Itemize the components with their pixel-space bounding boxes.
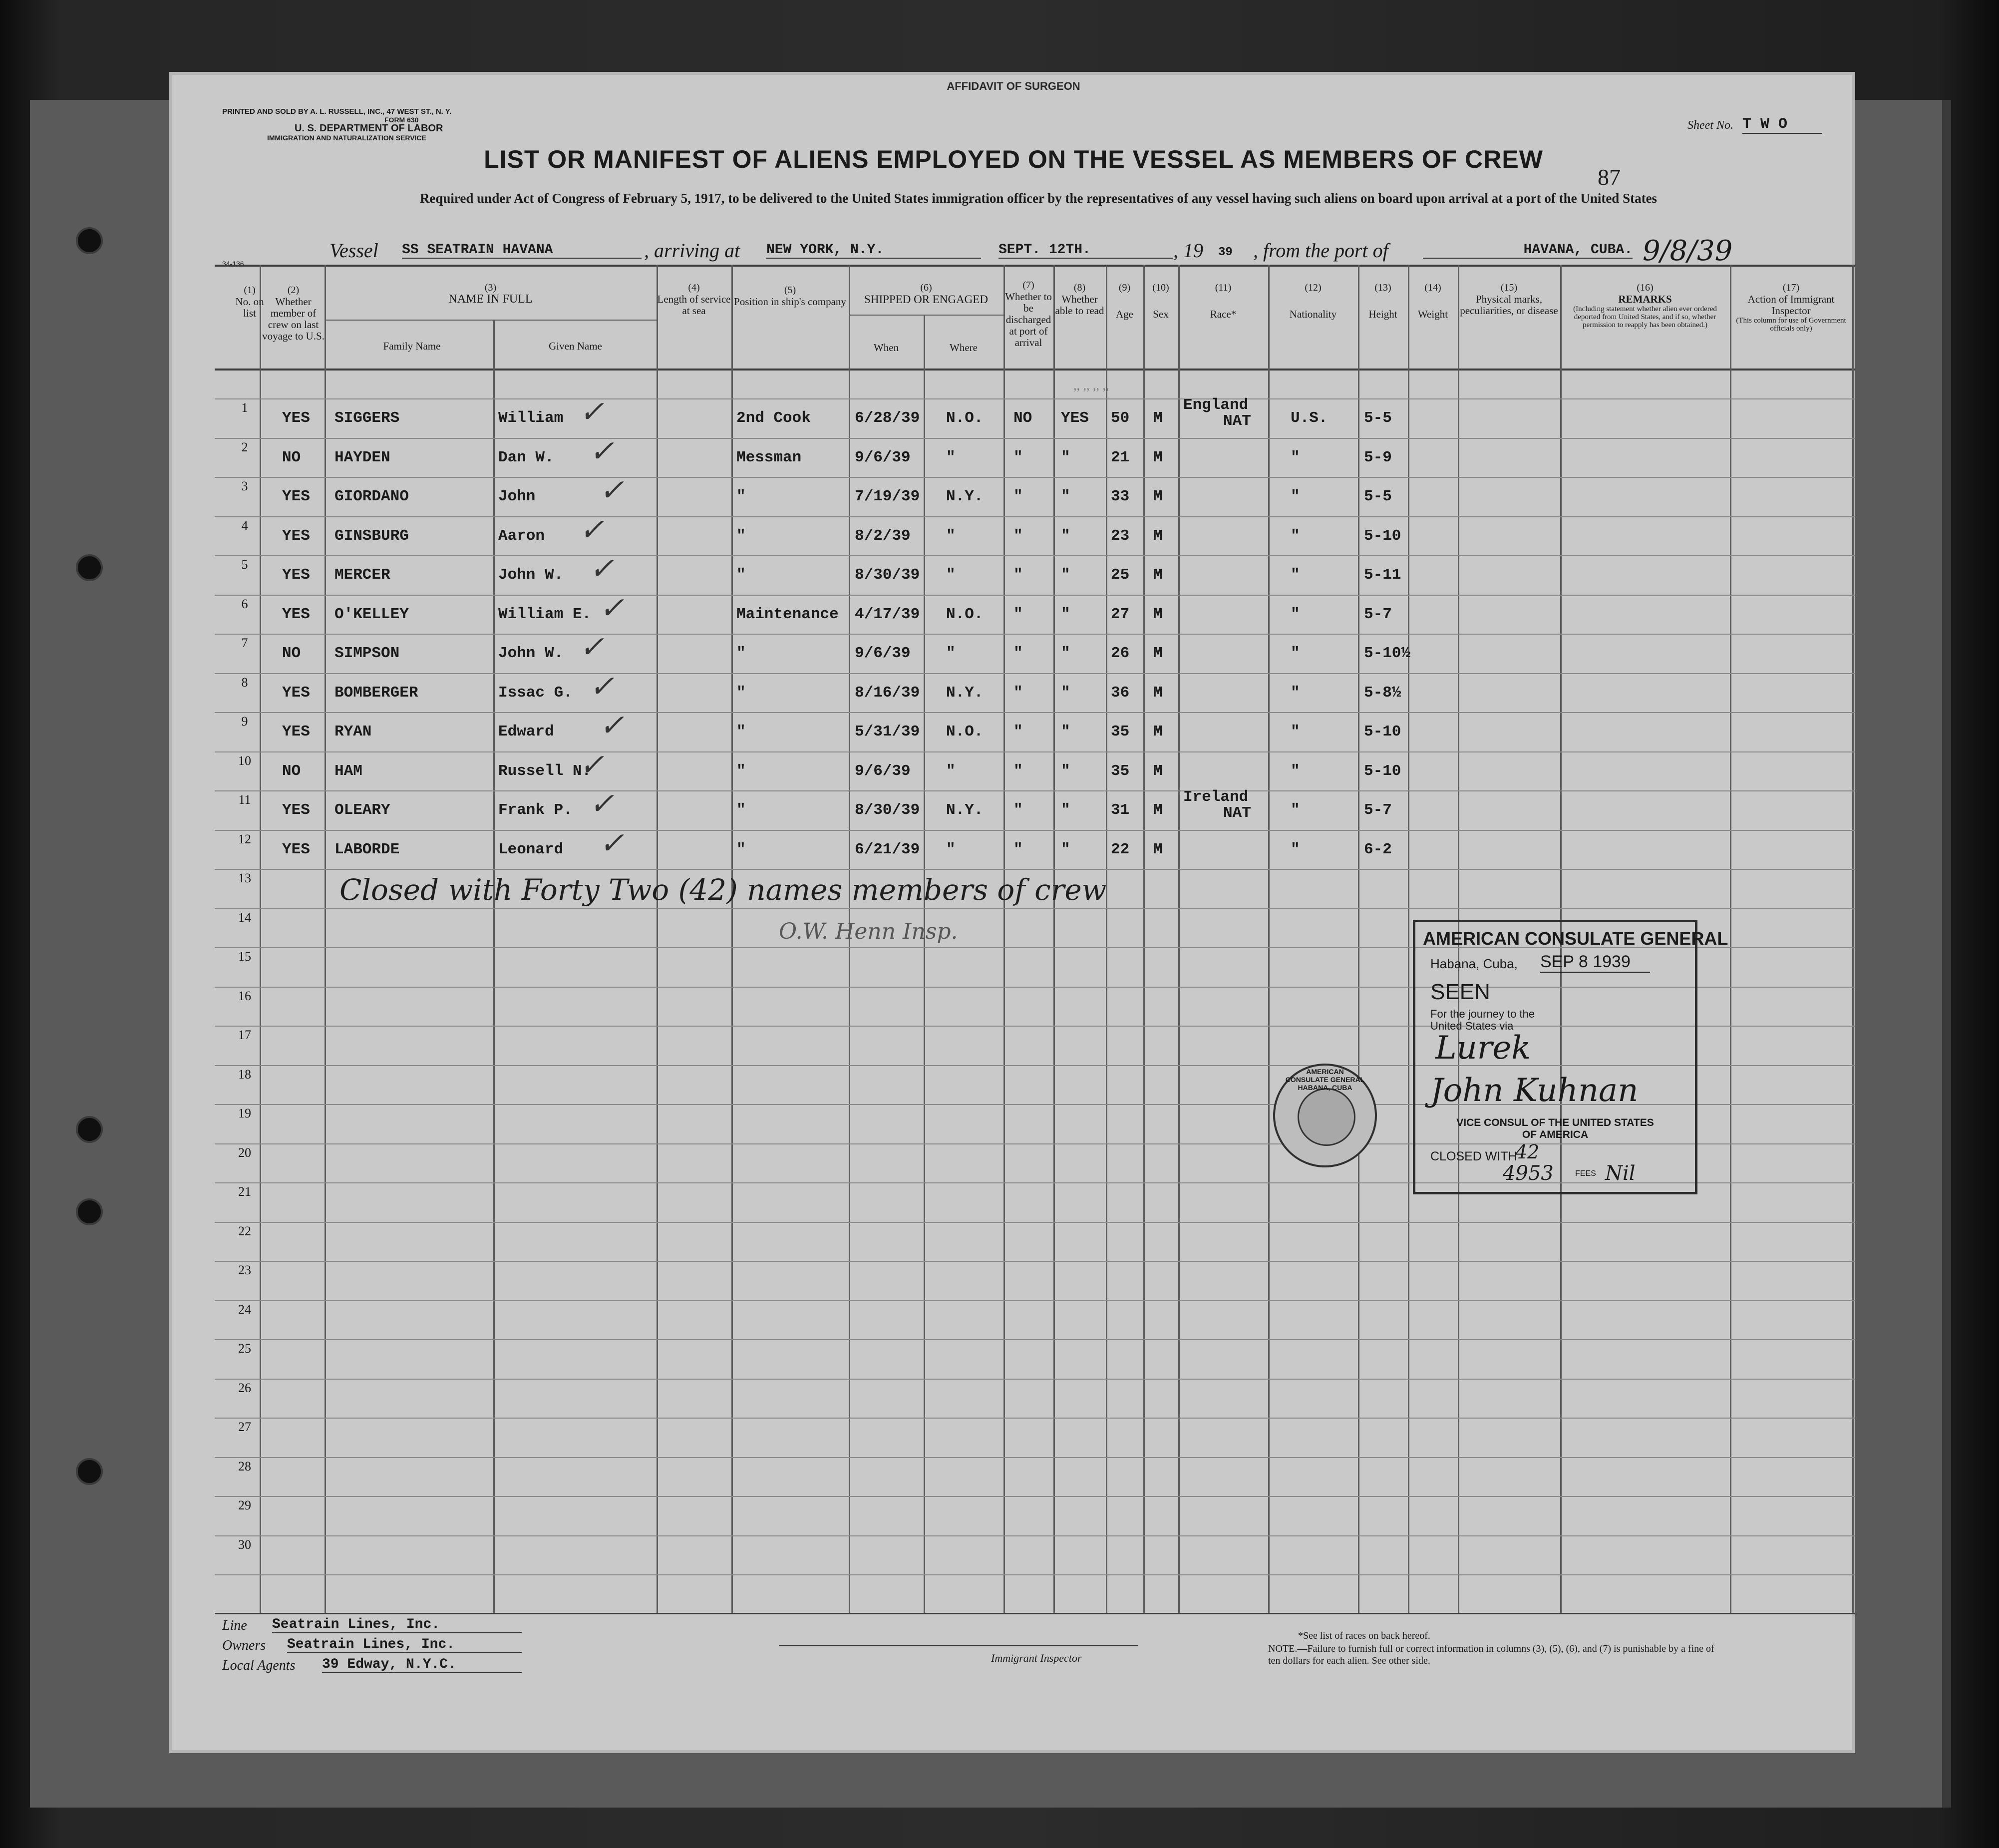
check-mark-icon: ✓: [589, 551, 615, 586]
crew-position: ": [736, 762, 746, 780]
crew-shipped-where: N.Y.: [946, 684, 984, 702]
crew-prev-voyage: NO: [282, 762, 301, 780]
binder-hole: [76, 1116, 103, 1143]
crew-prev-voyage: YES: [282, 801, 310, 819]
row-rule: [215, 1222, 1855, 1223]
crew-nationality: ": [1291, 566, 1300, 584]
crew-nationality: ": [1291, 448, 1300, 466]
row-rule: [215, 1496, 1855, 1497]
row-number: 21: [238, 1184, 251, 1199]
crew-height: 5-7: [1364, 801, 1392, 819]
crew-family-name: HAYDEN: [334, 448, 390, 466]
races-note: *See list of races on back hereof.: [1298, 1630, 1430, 1641]
row-number: 4: [241, 518, 248, 533]
crew-shipped-where: ": [946, 645, 956, 662]
crew-position: ": [736, 527, 746, 545]
stamp-fee-number: 4953: [1503, 1162, 1554, 1185]
closing-note: Closed with Forty Two (42) names members of crew: [339, 873, 1107, 907]
stamp-seen: SEEN: [1430, 980, 1490, 1004]
crew-sex: M: [1153, 645, 1163, 662]
where-header: Where: [950, 342, 978, 354]
crew-sex: M: [1153, 488, 1163, 505]
crew-height: 5-10: [1364, 527, 1401, 545]
row-rule: [215, 398, 1855, 399]
crew-shipped-when: 8/30/39: [855, 566, 920, 584]
check-mark-icon: ✓: [589, 786, 615, 821]
crew-shipped-where: N.O.: [946, 409, 984, 427]
row-number: 2: [241, 439, 248, 454]
col-12-header: (12) Nationality: [1289, 282, 1337, 320]
when-header: When: [873, 342, 899, 354]
col-8-header: (8) Whether able to read: [1055, 282, 1104, 317]
row-number: 22: [238, 1223, 251, 1238]
check-mark-icon: ✓: [589, 669, 615, 704]
row-number: 5: [241, 557, 248, 572]
crew-sex: M: [1153, 409, 1163, 427]
crew-discharged: ": [1013, 645, 1023, 662]
crew-discharged: ": [1013, 801, 1023, 819]
crew-position: ": [736, 684, 746, 702]
row-rule: [215, 830, 1855, 831]
crew-given-name: John: [498, 488, 536, 505]
check-mark-icon: ✓: [599, 825, 625, 861]
row-number: 18: [238, 1067, 251, 1082]
consulate-stamp: [1413, 920, 1728, 1194]
crew-able-to-read: ": [1061, 527, 1070, 545]
row-rule: [215, 673, 1855, 674]
row-number: 28: [238, 1459, 251, 1474]
crew-shipped-when: 9/6/39: [855, 645, 911, 662]
crew-shipped-when: 9/6/39: [855, 448, 911, 466]
row-number: 13: [238, 871, 251, 885]
from-label: , from the port of: [1253, 239, 1388, 262]
crew-discharged: ": [1013, 448, 1023, 466]
crew-sex: M: [1153, 605, 1163, 623]
crew-shipped-when: 5/31/39: [855, 723, 920, 740]
crew-position: ": [736, 488, 746, 505]
crew-height: 5-10: [1364, 723, 1401, 740]
line-label: Line: [222, 1618, 247, 1633]
stamp-closed-label: CLOSED WITH: [1430, 1149, 1517, 1163]
crew-given-name: William: [498, 409, 564, 427]
crew-given-name: John W.: [498, 645, 564, 662]
row-number: 16: [238, 988, 251, 1003]
year-prefix: , 19: [1173, 239, 1203, 262]
crew-nationality: ": [1291, 684, 1300, 702]
crew-age: 31: [1111, 801, 1130, 819]
row-rule: [215, 1379, 1855, 1380]
crew-given-name: Aaron: [498, 527, 545, 545]
crew-race-status: NAT: [1223, 804, 1251, 822]
page-subtitle: Required under Act of Congress of February 5, 1917, to be delivered to the United States immigration officer by the representatives of any vessel having such aliens on board upon arrival at a port of the United States: [419, 191, 1658, 206]
col-5-header: (5) Position in ship's company: [734, 285, 846, 308]
crew-family-name: GIORDANO: [334, 488, 409, 505]
crew-given-name: Issac G.: [498, 684, 573, 702]
crew-sex: M: [1153, 723, 1163, 740]
col-10-header: (10) Sex: [1152, 282, 1169, 320]
crew-prev-voyage: NO: [282, 645, 301, 662]
header-bottom-rule: [215, 369, 1855, 370]
row-number: 23: [238, 1263, 251, 1277]
crew-nationality: ": [1291, 801, 1300, 819]
crew-race: England: [1183, 396, 1249, 414]
agents-value: 39 Edway, N.Y.C.: [322, 1657, 522, 1673]
crew-able-to-read: ": [1061, 566, 1070, 584]
col-15-header: (15) Physical marks, peculiarities, or disease: [1460, 282, 1558, 317]
row-rule: [215, 1418, 1855, 1419]
check-mark-icon: ✓: [589, 433, 615, 469]
crew-shipped-where: N.O.: [946, 723, 984, 740]
crew-discharged: ": [1013, 566, 1023, 584]
row-rule: [215, 477, 1855, 478]
crew-age: 26: [1111, 645, 1130, 662]
handwritten-date: 9/8/39: [1643, 235, 1733, 267]
crew-discharged: ": [1013, 605, 1023, 623]
col-16-header: (16) REMARKS (Including statement whether alien ever ordered deported from United States, and if so, whether permission to reapply has been obtained.): [1573, 282, 1717, 329]
row-rule: [215, 1457, 1855, 1458]
row-rule: [215, 869, 1855, 870]
check-mark-icon: ✓: [579, 630, 605, 665]
crew-sex: M: [1153, 566, 1163, 584]
arrival-date: SEPT. 12TH.: [999, 242, 1173, 259]
inspector-signature: O.W. Henn Insp.: [779, 919, 958, 944]
crew-sex: M: [1153, 762, 1163, 780]
crew-prev-voyage: YES: [282, 527, 310, 545]
stamp-closed-count: 42: [1515, 1141, 1540, 1163]
col-14-header: (14) Weight: [1417, 282, 1448, 320]
row-number: 26: [238, 1380, 251, 1395]
table-bottom-rule: [215, 1613, 1855, 1614]
inspector-label: Immigrant Inspector: [991, 1652, 1082, 1664]
row-rule: [215, 555, 1855, 556]
crew-able-to-read: ": [1061, 684, 1070, 702]
row-rule: [215, 1574, 1855, 1575]
binder-hole: [76, 1458, 103, 1485]
col-11-header: (11) Race*: [1210, 282, 1237, 320]
crew-sex: M: [1153, 684, 1163, 702]
crew-age: 35: [1111, 762, 1130, 780]
row-rule: [215, 595, 1855, 596]
stamp-place: Habana, Cuba,: [1430, 956, 1518, 971]
crew-family-name: MERCER: [334, 566, 390, 584]
row-number: 1: [241, 400, 248, 415]
crew-shipped-when: 8/30/39: [855, 801, 920, 819]
row-number: 8: [241, 675, 248, 690]
crew-age: 22: [1111, 840, 1130, 858]
row-rule: [215, 751, 1855, 752]
stamp-title: AMERICAN CONSULATE GENERAL: [1423, 928, 1728, 949]
crew-position: Maintenance: [736, 605, 839, 623]
row-number: 25: [238, 1341, 251, 1356]
name-subheader-rule: [325, 320, 657, 321]
row-number: 9: [241, 714, 248, 729]
crew-given-name: Frank P.: [498, 801, 573, 819]
crew-height: 5-11: [1364, 566, 1401, 584]
crew-age: 50: [1111, 409, 1130, 427]
row-number: 24: [238, 1302, 251, 1317]
crew-prev-voyage: YES: [282, 409, 310, 427]
crew-age: 36: [1111, 684, 1130, 702]
vice-consul-signature: John Kuhnan: [1430, 1072, 1639, 1109]
row-number: 29: [238, 1498, 251, 1512]
col-1-header: (1) No. on list: [235, 285, 264, 319]
crew-able-to-read: ": [1061, 801, 1070, 819]
row-rule: [215, 1535, 1855, 1536]
crew-prev-voyage: NO: [282, 448, 301, 466]
crew-height: 5-7: [1364, 605, 1392, 623]
check-mark-icon: ✓: [579, 512, 605, 547]
stamp-date: SEP 8 1939: [1540, 952, 1650, 973]
crew-height: 5-5: [1364, 409, 1392, 427]
crew-sex: M: [1153, 527, 1163, 545]
row-number: 11: [238, 792, 251, 807]
crew-age: 27: [1111, 605, 1130, 623]
crew-age: 25: [1111, 566, 1130, 584]
department: U. S. DEPARTMENT OF LABOR: [295, 123, 443, 134]
crew-discharged: NO: [1013, 409, 1032, 427]
crew-able-to-read: ": [1061, 723, 1070, 740]
row-number: 20: [238, 1145, 251, 1160]
crew-shipped-when: 9/6/39: [855, 762, 911, 780]
crew-shipped-when: 6/21/39: [855, 840, 920, 858]
stamp-fee-label: FEES: [1575, 1169, 1596, 1178]
crew-sex: M: [1153, 448, 1163, 466]
row-number: 6: [241, 596, 248, 611]
crew-sex: M: [1153, 801, 1163, 819]
crew-family-name: RYAN: [334, 723, 372, 740]
service: IMMIGRATION AND NATURALIZATION SERVICE: [267, 134, 426, 142]
row-number: 10: [238, 753, 251, 768]
col-4-header: (4) Length of service at sea: [657, 282, 731, 317]
crew-nationality: ": [1291, 723, 1300, 740]
sheet-label: Sheet No.: [1687, 119, 1733, 132]
crew-family-name: SIMPSON: [334, 645, 400, 662]
crew-able-to-read: ": [1061, 762, 1070, 780]
crew-given-name: William E.: [498, 605, 592, 623]
stamp-fee-value: Nil: [1605, 1162, 1636, 1185]
page-title: LIST OR MANIFEST OF ALIENS EMPLOYED ON THE VESSEL AS MEMBERS OF CREW: [484, 145, 1543, 173]
row-rule: [215, 908, 1855, 909]
crew-shipped-where: N.Y.: [946, 488, 984, 505]
crew-shipped-where: ": [946, 762, 956, 780]
crew-nationality: ": [1291, 527, 1300, 545]
crew-family-name: HAM: [334, 762, 362, 780]
crew-height: 6-2: [1364, 840, 1392, 858]
col-7-header: (7) Whether to be discharged at port of arrival: [1005, 280, 1052, 349]
crew-height: 5-8½: [1364, 684, 1401, 702]
crew-given-name: Russell N.: [498, 762, 592, 780]
row-rule: [215, 790, 1855, 791]
stamp-office: VICE CONSUL OF THE UNITED STATES OF AMERICA: [1456, 1117, 1654, 1140]
check-mark-icon: ✓: [599, 708, 625, 743]
crew-race: Ireland: [1183, 788, 1249, 806]
page-number: 87: [1598, 164, 1621, 190]
crew-shipped-when: 4/17/39: [855, 605, 920, 623]
row-number: 3: [241, 479, 248, 493]
crew-shipped-where: ": [946, 448, 956, 466]
row-number: 17: [238, 1028, 251, 1042]
crew-age: 35: [1111, 723, 1130, 740]
crew-prev-voyage: YES: [282, 566, 310, 584]
crew-family-name: O'KELLEY: [334, 605, 409, 623]
crew-able-to-read: YES: [1061, 409, 1089, 427]
pencil-mark: ,, ,, ,, ,,: [1073, 378, 1109, 392]
crew-prev-voyage: YES: [282, 605, 310, 623]
form-code: 34-136: [222, 260, 244, 268]
crew-nationality: ": [1291, 762, 1300, 780]
printer-line: PRINTED AND SOLD BY A. L. RUSSELL, INC., 47 WEST ST., N. Y.: [222, 107, 452, 116]
row-number: 15: [238, 949, 251, 964]
crew-position: ": [736, 566, 746, 584]
crew-nationality: U.S.: [1291, 409, 1328, 427]
col-6-header: (6) SHIPPED OR ENGAGED: [864, 282, 988, 306]
crew-given-name: Edward: [498, 723, 554, 740]
crew-position: ": [736, 645, 746, 662]
binder-hole: [76, 227, 103, 254]
row-rule: [215, 634, 1855, 635]
crew-given-name: John W.: [498, 566, 564, 584]
form-number: FORM 630: [384, 116, 419, 124]
crew-shipped-when: 8/16/39: [855, 684, 920, 702]
crew-age: 21: [1111, 448, 1130, 466]
owners-label: Owners: [222, 1638, 266, 1653]
crew-sex: M: [1153, 840, 1163, 858]
crew-height: 5-9: [1364, 448, 1392, 466]
row-rule: [215, 712, 1855, 713]
crew-shipped-where: ": [946, 527, 956, 545]
row-rule: [215, 1339, 1855, 1340]
row-number: 14: [238, 910, 251, 925]
crew-nationality: ": [1291, 488, 1300, 505]
col-9-header: (9) Age: [1116, 282, 1133, 320]
seal-text: AMERICAN CONSULATE GENERAL HABANA, CUBA: [1285, 1068, 1365, 1092]
arriving-port: NEW YORK, N.Y.: [766, 242, 981, 259]
col-3-header: (3) NAME IN FULL: [448, 282, 533, 306]
crew-nationality: ": [1291, 645, 1300, 662]
sheet-number: T W O: [1742, 116, 1822, 134]
crew-family-name: BOMBERGER: [334, 684, 418, 702]
eagle-emblem-icon: [1298, 1088, 1355, 1146]
crew-discharged: ": [1013, 488, 1023, 505]
crew-position: Messman: [736, 448, 802, 466]
crew-prev-voyage: YES: [282, 723, 310, 740]
row-number: 30: [238, 1537, 251, 1552]
crew-discharged: ": [1013, 684, 1023, 702]
crew-able-to-read: ": [1061, 448, 1070, 466]
crew-able-to-read: ": [1061, 645, 1070, 662]
crew-prev-voyage: YES: [282, 488, 310, 505]
crew-shipped-where: ": [946, 840, 956, 858]
crew-discharged: ": [1013, 762, 1023, 780]
check-mark-icon: ✓: [599, 590, 625, 626]
crew-family-name: LABORDE: [334, 840, 400, 858]
family-name-header: Family Name: [383, 340, 441, 352]
owners-value: Seatrain Lines, Inc.: [287, 1637, 522, 1653]
crew-shipped-when: 7/19/39: [855, 488, 920, 505]
check-mark-icon: ✓: [579, 394, 605, 429]
vessel-name: SS SEATRAIN HAVANA: [402, 242, 642, 259]
binder-hole: [76, 554, 103, 581]
crew-discharged: ": [1013, 840, 1023, 858]
col-13-header: (13) Height: [1368, 282, 1397, 320]
crew-shipped-when: 6/28/39: [855, 409, 920, 427]
row-number: 12: [238, 831, 251, 846]
crew-race-status: NAT: [1223, 412, 1251, 430]
crew-family-name: OLEARY: [334, 801, 390, 819]
given-name-header: Given Name: [549, 340, 602, 352]
penalty-note: NOTE.—Failure to furnish full or correct information in columns (3), (5), (6), and (7) is punishable by a fine of ten dollars for each alien. See other side.: [1268, 1643, 1714, 1666]
crew-position: 2nd Cook: [736, 409, 811, 427]
row-rule: [215, 1261, 1855, 1262]
row-number: 7: [241, 636, 248, 650]
crew-shipped-when: 8/2/39: [855, 527, 911, 545]
crew-able-to-read: ": [1061, 605, 1070, 623]
row-rule: [215, 438, 1855, 439]
crew-family-name: SIGGERS: [334, 409, 400, 427]
crew-able-to-read: ": [1061, 488, 1070, 505]
row-number: 19: [238, 1106, 251, 1120]
shipped-subheader-rule: [849, 315, 1003, 316]
row-rule: [215, 1300, 1855, 1301]
crew-position: ": [736, 801, 746, 819]
crew-age: 33: [1111, 488, 1130, 505]
consulate-seal: [1273, 1064, 1377, 1167]
arrival-year: 39: [1218, 246, 1233, 259]
from-port: HAVANA, CUBA.: [1423, 242, 1633, 259]
crew-prev-voyage: YES: [282, 840, 310, 858]
crew-age: 23: [1111, 527, 1130, 545]
crew-shipped-where: N.O.: [946, 605, 984, 623]
top-edge-text: AFFIDAVIT OF SURGEON: [947, 80, 1080, 92]
col-17-header: (17) Action of Immigrant Inspector (This column for use of Government officials only): [1736, 282, 1846, 333]
arriving-label: , arriving at: [644, 239, 740, 262]
stamp-journey: For the journey to the United States via: [1430, 1008, 1535, 1032]
crew-given-name: Dan W.: [498, 448, 554, 466]
crew-nationality: ": [1291, 840, 1300, 858]
crew-family-name: GINSBURG: [334, 527, 409, 545]
crew-able-to-read: ": [1061, 840, 1070, 858]
table-top-rule: [215, 265, 1855, 267]
crew-shipped-where: N.Y.: [946, 801, 984, 819]
crew-prev-voyage: YES: [282, 684, 310, 702]
row-number: 27: [238, 1420, 251, 1434]
line-value: Seatrain Lines, Inc.: [272, 1617, 522, 1633]
binder-hole: [76, 1198, 103, 1225]
crew-given-name: Leonard: [498, 840, 564, 858]
crew-height: 5-5: [1364, 488, 1392, 505]
vessel-label: Vessel: [330, 239, 378, 262]
crew-height: 5-10½: [1364, 645, 1411, 662]
crew-shipped-where: ": [946, 566, 956, 584]
stamp-route-signature: Lurek: [1435, 1030, 1531, 1067]
check-mark-icon: ✓: [579, 747, 605, 782]
inspector-signature-line: [779, 1645, 1138, 1646]
crew-position: ": [736, 723, 746, 740]
crew-position: ": [736, 840, 746, 858]
check-mark-icon: ✓: [599, 473, 625, 508]
row-rule: [215, 516, 1855, 517]
agents-label: Local Agents: [222, 1658, 296, 1673]
crew-discharged: ": [1013, 723, 1023, 740]
crew-nationality: ": [1291, 605, 1300, 623]
col-2-header: (2) Whether member of crew on last voyage to U.S.: [262, 285, 325, 342]
crew-discharged: ": [1013, 527, 1023, 545]
crew-height: 5-10: [1364, 762, 1401, 780]
